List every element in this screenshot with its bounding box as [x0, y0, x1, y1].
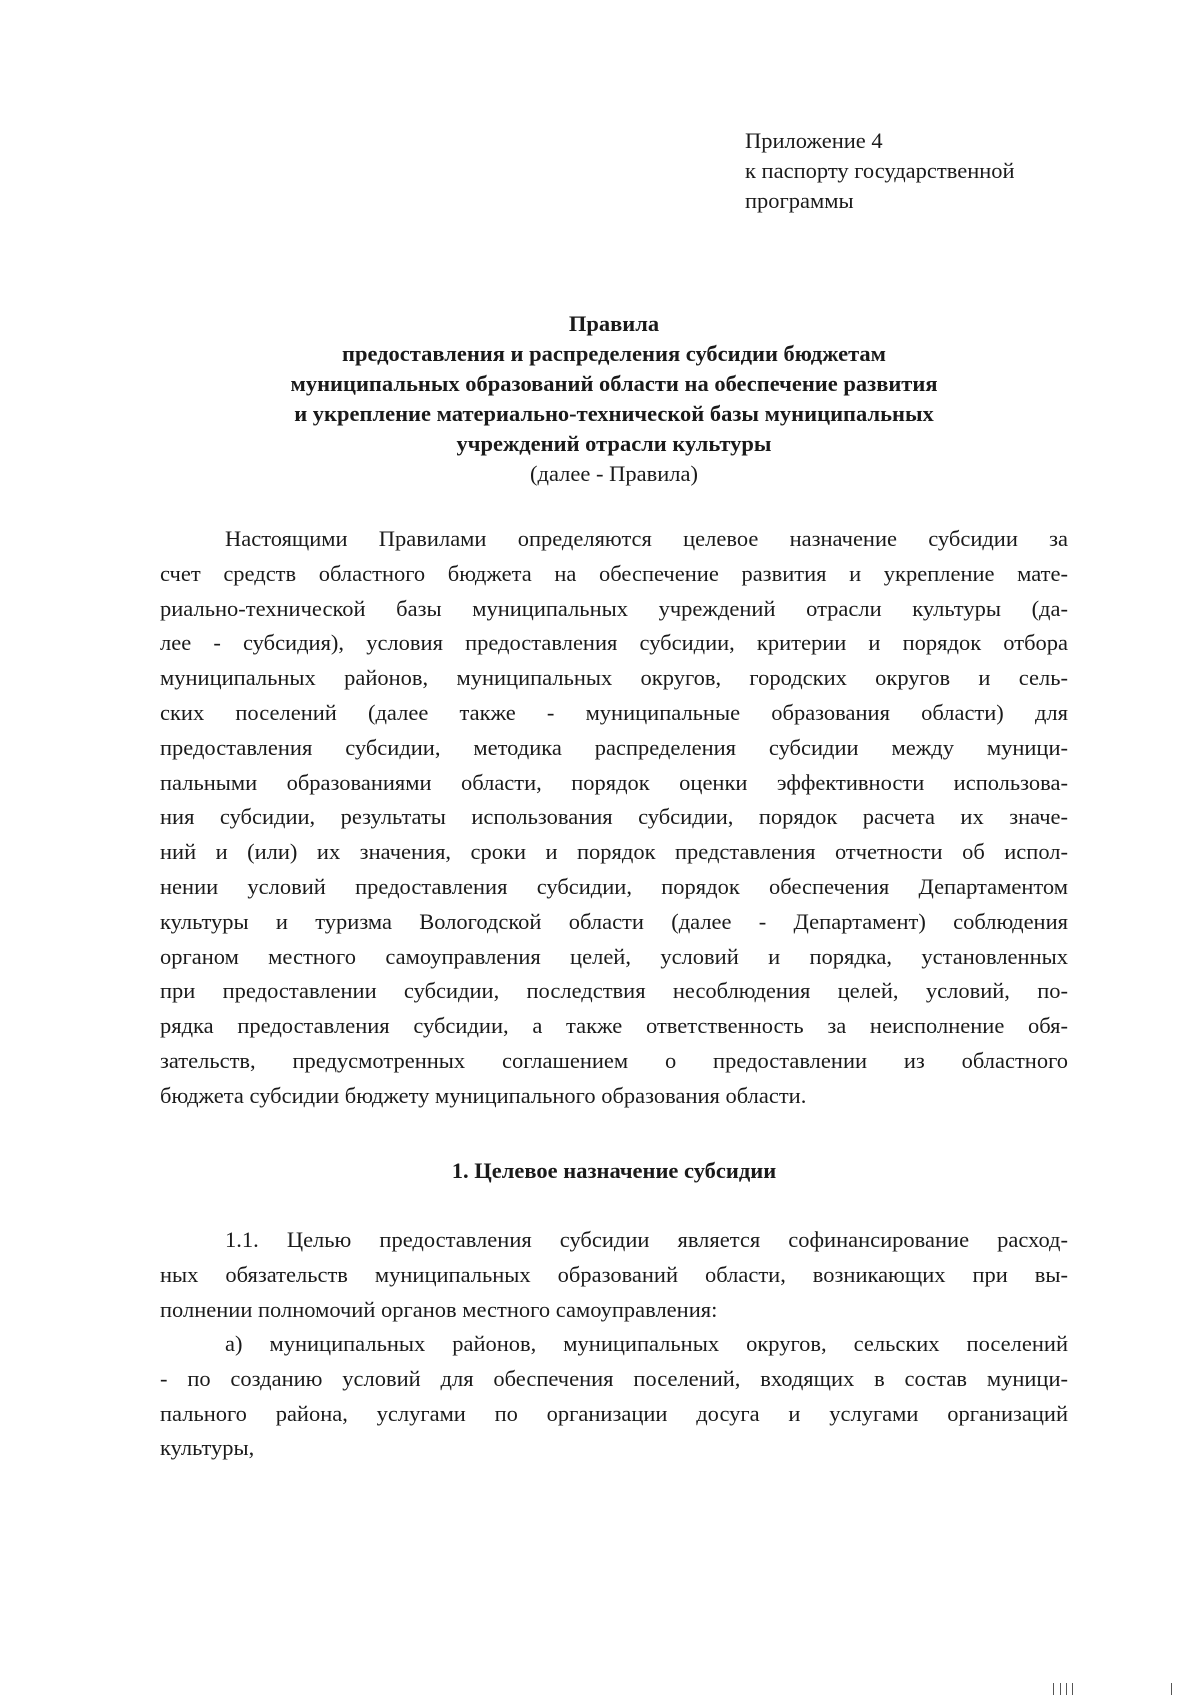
- clause-1-1: [160, 1223, 1068, 1327]
- text-line: предоставления субсидии, методика распределения субсидии между муници-: [160, 734, 1068, 760]
- document-title: [160, 309, 1068, 489]
- text-line: культуры,: [160, 1435, 255, 1461]
- title-line: Правила: [568, 311, 660, 336]
- text-line: пальными образованиями области, порядок оценки эффективности использова-: [160, 769, 1068, 795]
- scan-artifact: [1053, 1683, 1054, 1695]
- text-line: 1.1. Целью предоставления субсидии является софинансирование расход-: [225, 1227, 1068, 1252]
- text-line: - по созданию условий для обеспечения поселений, входящих в состав муници-: [160, 1365, 1068, 1391]
- text-line: Настоящими Правилами определяются целевое назначение субсидии за: [225, 526, 1068, 551]
- scan-artifact: [1171, 1683, 1172, 1695]
- title-line: муниципальных образований области на обеспечение развития: [290, 371, 938, 396]
- text-line: ний и (или) их значения, сроки и порядок представления отчетности об испол-: [160, 839, 1068, 865]
- text-line: нении условий предоставления субсидии, порядок обеспечения Департаментом: [160, 873, 1068, 899]
- text-line: ния субсидии, результаты использования субсидии, порядок расчета их значе-: [160, 804, 1068, 830]
- title-line: учреждений отрасли культуры: [456, 431, 772, 456]
- text-line: муниципальных районов, муниципальных округов, городских округов и сель-: [160, 665, 1068, 691]
- scan-artifact: [1060, 1683, 1061, 1695]
- title-line: предоставления и распределения субсидии бюджетам: [342, 341, 886, 366]
- text-line: рядка предоставления субсидии, а также ответственность за неисполнение обя-: [160, 1013, 1068, 1039]
- intro-paragraph: [160, 522, 1068, 1114]
- text-line: риально-технической базы муниципальных учреждений отрасли культуры (да-: [160, 595, 1068, 621]
- text-line: зательств, предусмотренных соглашением о предоставлении из областного: [160, 1047, 1068, 1073]
- appendix-note: [745, 126, 1015, 216]
- text-line: пального района, услугами по организации досуга и услугами организаций: [160, 1400, 1068, 1426]
- text-line: культуры и туризма Вологодской области (далее - Департамент) соблюдения: [160, 908, 1068, 934]
- text-line: лее - субсидия), условия предоставления субсидии, критерии и порядок отбора: [160, 630, 1068, 656]
- text-line: ных обязательств муниципальных образований области, возникающих при вы-: [160, 1261, 1068, 1287]
- text-line: счет средств областного бюджета на обеспечение развития и укрепление мате-: [160, 560, 1068, 586]
- text-line: органом местного самоуправления целей, условий и порядка, установленных: [160, 943, 1068, 969]
- title-subline: (далее - Правила): [530, 461, 698, 486]
- text-line: бюджета субсидии бюджету муниципального образования области.: [160, 1082, 807, 1108]
- appendix-line: программы: [745, 188, 854, 213]
- text-line: при предоставлении субсидии, последствия несоблюдения целей, условий, по-: [160, 978, 1068, 1004]
- text-line: полнении полномочий органов местного самоуправления:: [160, 1296, 718, 1322]
- appendix-line: Приложение 4: [745, 128, 883, 153]
- title-line: и укрепление материально-технической базы муниципальных: [294, 401, 934, 426]
- section-heading: 1. Целевое назначение субсидии: [451, 1158, 777, 1183]
- text-line: ских поселений (далее также - муниципальные образования области) для: [160, 699, 1068, 725]
- appendix-line: к паспорту государственной: [745, 158, 1015, 183]
- scan-artifact: [1072, 1683, 1073, 1695]
- text-line: а) муниципальных районов, муниципальных округов, сельских поселений: [225, 1331, 1068, 1356]
- scan-artifact: [1066, 1683, 1067, 1695]
- clause-a: [160, 1327, 1068, 1466]
